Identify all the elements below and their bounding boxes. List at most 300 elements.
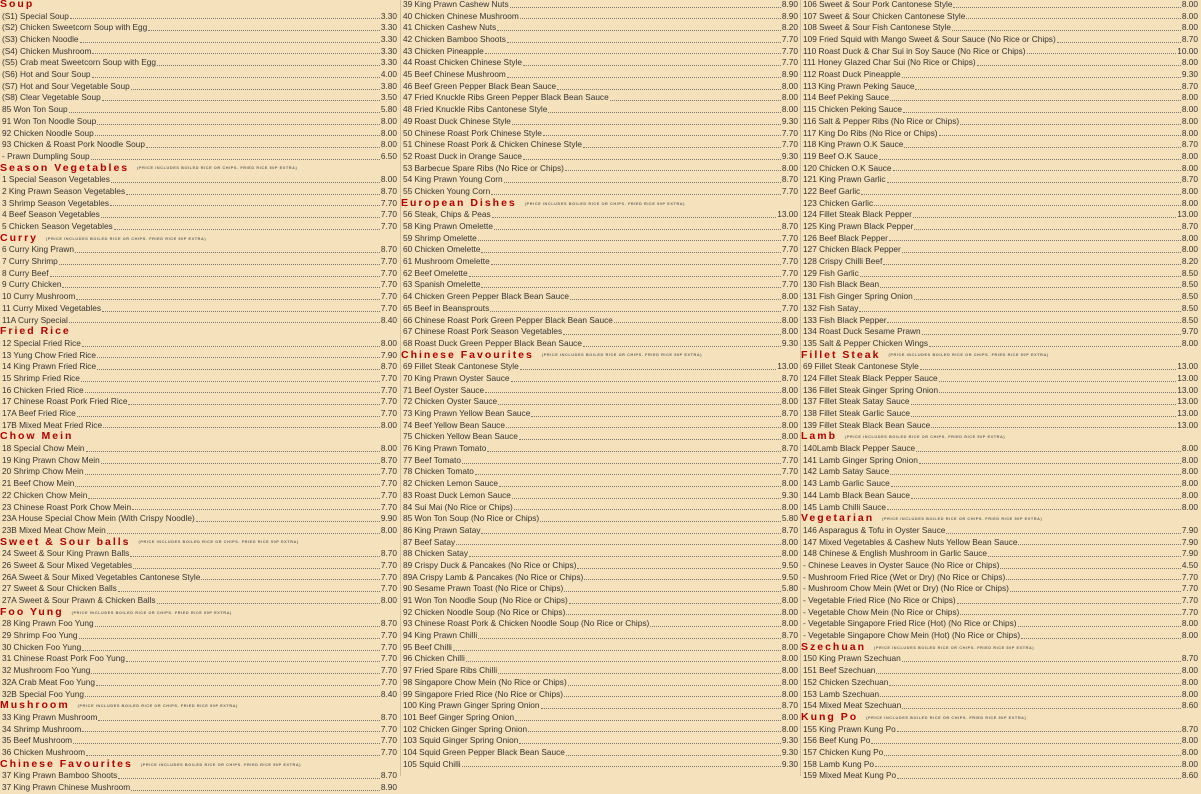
item-price: 8.70 <box>781 221 798 232</box>
menu-item <box>0 502 400 514</box>
menu-item <box>401 57 801 69</box>
menu-item <box>801 607 1201 619</box>
item-name: 93 Chinese Roast Pork & Chicken Noodle Soup (No Rice or Chips) <box>403 618 650 629</box>
item-name: 37 King Prawn Chinese Mushroom <box>2 782 131 793</box>
section-title: Season Vegetables <box>0 161 130 174</box>
dot-leader <box>146 147 380 148</box>
item-price: 7.70 <box>781 185 798 196</box>
menu-item <box>801 233 1201 245</box>
dot-leader <box>523 159 781 160</box>
section-header-mushroom <box>0 700 400 712</box>
dot-leader <box>462 766 781 767</box>
item-price: 8.70 <box>781 174 798 185</box>
menu-item <box>401 712 801 724</box>
dot-leader <box>583 147 781 148</box>
menu-item <box>801 478 1201 490</box>
dot-leader <box>914 299 1181 300</box>
dot-leader <box>577 568 780 569</box>
item-price: 9.50 <box>781 571 798 582</box>
menu-item <box>0 560 400 572</box>
item-price: 8.50 <box>1181 314 1198 325</box>
item-price: 3.30 <box>380 57 397 68</box>
dot-leader <box>492 217 777 218</box>
dot-leader <box>874 205 1181 206</box>
menu-item <box>401 665 801 677</box>
item-price: 7.70 <box>781 256 798 267</box>
item-name: 135 Salt & Pepper Chicken Wings <box>803 337 928 348</box>
item-price: 7.70 <box>781 139 798 150</box>
item-name: 48 Fried Knuckle Ribs Cantonese Style <box>403 104 548 115</box>
item-price: 8.00 <box>1181 162 1198 173</box>
item-price: 7.70 <box>781 57 798 68</box>
item-price: 8.00 <box>1181 478 1198 489</box>
section-header-fried-rice <box>0 326 400 338</box>
menu-item <box>401 396 801 408</box>
item-price: 7.70 <box>380 466 397 477</box>
item-price: 8.20 <box>1181 256 1198 267</box>
item-name: 23 Chinese Roast Pork Chow Mein <box>2 501 132 512</box>
menu-item <box>401 595 801 607</box>
dot-leader <box>897 731 1181 732</box>
dot-leader <box>891 486 1181 487</box>
menu-item <box>0 513 400 525</box>
menu-item <box>0 291 400 303</box>
menu-item <box>801 560 1201 572</box>
item-price: 7.70 <box>380 408 397 419</box>
menu-item <box>801 69 1201 81</box>
section-header-fillet-steak <box>801 350 1201 362</box>
item-name: 23A House Special Chow Mein (With Crispy Noodle) <box>2 513 195 524</box>
item-name: 45 Beef Chinese Mushroom <box>403 69 506 80</box>
dot-leader <box>490 311 781 312</box>
item-price: 8.00 <box>1181 630 1198 641</box>
item-price: 7.70 <box>380 501 397 512</box>
item-name: 133 Fish Black Pepper <box>803 314 887 325</box>
item-name: 60 Chicken Omelette <box>403 244 481 255</box>
item-name: 116 Salt & Pepper Ribs (No Rice or Chips) <box>803 115 960 126</box>
item-name: 146 Asparagus & Tofu in Oyster Sauce <box>803 524 946 535</box>
dot-leader <box>118 778 380 779</box>
dot-leader <box>920 369 1176 370</box>
item-name: 154 Mixed Meat Szechuan <box>803 700 902 711</box>
item-price: 8.50 <box>1181 267 1198 278</box>
item-price: 8.00 <box>1181 104 1198 115</box>
menu-item <box>0 572 400 584</box>
menu-item <box>401 326 801 338</box>
item-price: 7.70 <box>781 466 798 477</box>
item-price: 8.00 <box>781 711 798 722</box>
item-name: 144 Lamb Black Bean Sauce <box>803 489 911 500</box>
menu-item <box>401 233 801 245</box>
item-price: 3.50 <box>380 92 397 103</box>
item-price: 8.00 <box>1181 185 1198 196</box>
item-name: 56 Steak, Chips & Peas <box>403 209 491 220</box>
item-name: 58 King Prawn Omelette <box>403 221 493 232</box>
item-name: 108 Sweet & Sour Fish Cantonese Style <box>803 22 952 33</box>
item-price: 8.00 <box>380 419 397 430</box>
item-price: 7.70 <box>781 127 798 138</box>
section-header-chinese-favourites <box>0 759 400 771</box>
menu-item <box>0 583 400 595</box>
item-price: 3.30 <box>380 22 397 33</box>
item-name: 113 King Prawn Peking Sauce <box>803 80 915 91</box>
menu-item <box>401 490 801 502</box>
item-name: 106 Sweet & Sour Pork Cantonese Style <box>803 0 953 9</box>
item-price: 8.50 <box>1181 291 1198 302</box>
item-name: 74 Beef Yellow Bean Sauce <box>403 419 505 430</box>
dot-leader <box>953 7 1180 8</box>
dot-leader <box>889 685 1181 686</box>
item-price: 13.00 <box>1177 361 1198 372</box>
item-name: 49 Roast Duck Chinese Style <box>403 115 511 126</box>
dot-leader <box>82 346 380 347</box>
menu-item <box>0 618 400 630</box>
item-price: 8.00 <box>781 595 798 606</box>
dot-leader <box>952 30 1181 31</box>
item-name: 52 Roast Duck in Orange Sauce <box>403 150 522 161</box>
menu-item <box>0 724 400 736</box>
dot-leader <box>91 159 380 160</box>
dot-leader <box>131 89 380 90</box>
section-price-note: (PRICE INCLUDES BOILED RICE OR CHIPS. FRIED RICE 50P EXTRA) <box>882 517 1043 522</box>
item-price: 7.70 <box>781 279 798 290</box>
item-name: 1 Special Season Vegetables <box>2 174 110 185</box>
item-name: 118 King Prawn O.K Sauce <box>803 139 904 150</box>
item-price: 8.70 <box>380 244 397 255</box>
item-name: 130 Fish Black Bean <box>803 279 880 290</box>
dot-leader <box>583 346 781 347</box>
dot-leader <box>960 124 1181 125</box>
section-title: Lamb <box>801 430 838 443</box>
dot-leader <box>977 65 1181 66</box>
item-price: 9.30 <box>781 115 798 126</box>
item-name: 62 Beef Omelette <box>403 267 468 278</box>
menu-item <box>401 572 801 584</box>
dot-leader <box>132 509 380 510</box>
menu-item <box>801 724 1201 736</box>
menu-item <box>801 338 1201 350</box>
item-name: 156 Beef Kung Po <box>803 735 871 746</box>
dot-leader <box>931 427 1176 428</box>
menu-item <box>0 338 400 350</box>
item-price: 8.70 <box>781 372 798 383</box>
section-title: Chinese Favourites <box>401 348 534 361</box>
item-name: 153 Lamb Szechuan <box>803 688 880 699</box>
dot-leader <box>456 544 781 545</box>
dot-leader <box>861 194 1181 195</box>
item-price: 8.00 <box>380 524 397 535</box>
dot-leader <box>946 533 1180 534</box>
item-price: 8.00 <box>781 384 798 395</box>
menu-item <box>0 735 400 747</box>
section-price-note: (PRICE INCLUDES BOILED RICE OR CHIPS. FRIED RICE 50P EXTRA) <box>46 236 207 241</box>
menu-item <box>801 689 1201 701</box>
menu-item <box>0 665 400 677</box>
item-name: 11A Curry Special <box>2 314 68 325</box>
menu-item <box>401 747 801 759</box>
item-price: 7.90 <box>1181 536 1198 547</box>
dot-leader <box>880 696 1181 697</box>
menu-item <box>401 163 801 175</box>
item-name: 72 Chicken Oyster Sauce <box>403 396 498 407</box>
menu-item <box>0 455 400 467</box>
item-name: 78 Chicken Tomato <box>403 466 474 477</box>
item-price: 3.30 <box>380 45 397 56</box>
dot-leader <box>966 18 1180 19</box>
menu-item <box>801 315 1201 327</box>
menu-item <box>0 712 400 724</box>
menu-item <box>801 186 1201 198</box>
item-price: 8.20 <box>781 22 798 33</box>
dot-leader <box>887 509 1181 510</box>
menu-item <box>401 186 801 198</box>
section-title: Fillet Steak <box>801 348 881 361</box>
dot-leader <box>92 53 379 54</box>
menu-item <box>0 396 400 408</box>
item-name: 132 Fish Satay <box>803 302 859 313</box>
menu-item <box>401 560 801 572</box>
menu-item <box>0 280 400 292</box>
item-price: 7.70 <box>380 559 397 570</box>
menu-item <box>0 268 400 280</box>
item-name: 117 King Do Ribs (No Rice or Chips) <box>803 127 938 138</box>
dot-leader <box>520 369 776 370</box>
dot-leader <box>111 182 380 183</box>
item-name: 5 Chicken Season Vegetables <box>2 221 113 232</box>
menu-item <box>0 174 400 186</box>
section-header-soup <box>0 0 400 11</box>
menu-item <box>801 595 1201 607</box>
item-name: 131 Fish Ginger Spring Onion <box>803 291 913 302</box>
item-name: 26A Sweet & Sour Mixed Vegetables Cantonese Style <box>2 571 201 582</box>
dot-leader <box>566 614 781 615</box>
dot-leader <box>563 334 781 335</box>
item-name: 85 Won Ton Soup (No Rice or Chips) <box>403 513 540 524</box>
dot-leader <box>85 474 380 475</box>
item-name: 31 Chinese Roast Pork Foo Yung <box>2 653 125 664</box>
item-name: 119 Beef O.K Sauce <box>803 150 879 161</box>
dot-leader <box>543 135 781 136</box>
item-name: 159 Mixed Meat Kung Po <box>803 770 897 781</box>
dot-leader <box>97 357 380 358</box>
dot-leader <box>570 299 781 300</box>
dot-leader <box>871 743 1180 744</box>
menu-item <box>801 735 1201 747</box>
menu-item <box>801 209 1201 221</box>
dot-leader <box>902 708 1181 709</box>
menu-item <box>0 443 400 455</box>
dot-leader <box>541 708 781 709</box>
dot-leader <box>148 30 380 31</box>
menu-item <box>801 618 1201 630</box>
item-name: 124 Fillet Steak Black Pepper Sauce <box>803 372 938 383</box>
section-header-kung-po <box>801 712 1201 724</box>
item-price: 5.80 <box>380 104 397 115</box>
item-price: 8.00 <box>380 595 397 606</box>
dot-leader <box>523 65 781 66</box>
item-name: 115 Chicken Peking Sauce <box>803 104 903 115</box>
dot-leader <box>507 42 781 43</box>
item-name: - Chinese Leaves in Oyster Sauce (No Rice or Chips) <box>803 559 1000 570</box>
item-price: 7.70 <box>380 372 397 383</box>
item-price: 8.00 <box>781 419 798 430</box>
item-price: 8.00 <box>781 326 798 337</box>
dot-leader <box>485 392 781 393</box>
menu-item <box>401 455 801 467</box>
item-name: 11 Curry Mixed Vegetables <box>2 302 101 313</box>
item-price: 8.00 <box>781 606 798 617</box>
dot-leader <box>569 603 781 604</box>
item-price: 7.70 <box>380 396 397 407</box>
item-name: 121 King Prawn Garlic <box>803 174 886 185</box>
item-name: 7 Curry Shrimp <box>2 256 58 267</box>
item-name: (S5) Crab meat Sweetcorn Soup with Egg <box>2 57 157 68</box>
menu-item <box>401 408 801 420</box>
menu-item <box>401 0 801 11</box>
item-price: 8.00 <box>1181 746 1198 757</box>
section-title: Chow Mein <box>0 430 74 443</box>
item-price: 8.00 <box>1181 57 1198 68</box>
menu-item <box>401 735 801 747</box>
item-price: 5.80 <box>781 583 798 594</box>
item-price: 8.00 <box>1181 489 1198 500</box>
item-price: 8.00 <box>781 104 798 115</box>
menu-item <box>0 151 400 163</box>
item-price: 8.00 <box>1181 232 1198 243</box>
item-price: 8.00 <box>1181 92 1198 103</box>
item-price: 7.70 <box>1181 595 1198 606</box>
item-name: 157 Chicken Kung Po <box>803 746 884 757</box>
item-name: 75 Chicken Yellow Bean Sauce <box>403 431 518 442</box>
menu-item <box>801 548 1201 560</box>
menu-column-3 <box>800 0 1201 781</box>
section-title: Fried Rice <box>0 325 71 338</box>
dot-leader <box>128 404 379 405</box>
menu-item <box>401 677 801 689</box>
dot-leader <box>453 650 781 651</box>
dot-leader <box>528 731 781 732</box>
item-price: 7.70 <box>380 209 397 220</box>
item-name: 47 Fried Knuckle Ribs Green Pepper Black Bean Sauce <box>403 92 609 103</box>
item-name: 151 Beef Szechuan <box>803 665 876 676</box>
item-name: 32B Special Foo Yung <box>2 688 84 699</box>
item-name: 145 Lamb Chilli Sauce <box>803 501 887 512</box>
dot-leader <box>887 322 1180 323</box>
dot-leader <box>491 194 781 195</box>
item-price: 8.70 <box>380 361 397 372</box>
dot-leader <box>76 299 380 300</box>
menu-item <box>0 782 400 794</box>
menu-item <box>801 572 1201 584</box>
menu-item <box>0 57 400 69</box>
dot-leader <box>515 720 781 721</box>
item-name: 8 Curry Beef <box>2 267 49 278</box>
item-name: 91 Won Ton Noodle Soup <box>2 115 97 126</box>
item-price: 3.30 <box>380 10 397 21</box>
item-price: 8.00 <box>781 162 798 173</box>
item-price: 7.70 <box>380 489 397 500</box>
menu-item <box>401 338 801 350</box>
item-price: 8.00 <box>781 396 798 407</box>
menu-item <box>801 116 1201 128</box>
menu-item <box>401 385 801 397</box>
menu-item <box>801 268 1201 280</box>
item-price: 3.30 <box>380 34 397 45</box>
item-name: 27 Sweet & Sour Chicken Balls <box>2 583 117 594</box>
menu-item <box>401 654 801 666</box>
dot-leader <box>478 638 781 639</box>
item-name: 13 Yung Chow Fried Rice <box>2 349 96 360</box>
dot-leader <box>82 650 380 651</box>
item-price: 8.00 <box>1181 501 1198 512</box>
item-price: 8.00 <box>781 641 798 652</box>
item-name: 23B Mixed Meat Chow Mein <box>2 524 106 535</box>
item-price: 7.70 <box>781 454 798 465</box>
dot-leader <box>514 509 781 510</box>
item-name: 64 Chicken Green Pepper Black Bean Sauce <box>403 291 570 302</box>
item-name: 90 Sesame Prawn Toast (No Rice or Chips) <box>403 583 564 594</box>
section-header-lamb <box>801 431 1201 443</box>
section-price-note: (PRICE INCLUDES BOILED RICE OR CHIPS. FRIED RICE 50P EXTRA) <box>71 610 232 615</box>
section-price-note: (PRICE INCLUDES BOILED RICE OR CHIPS. FRIED RICE 50P EXTRA) <box>140 762 302 767</box>
item-name: 100 King Prawn Ginger Spring Onion <box>403 700 540 711</box>
item-name: 46 Beef Green Pepper Black Bean Sauce <box>403 80 557 91</box>
item-price: 8.00 <box>1181 735 1198 746</box>
item-name: 88 Chicken Satay <box>403 548 469 559</box>
menu-item <box>801 221 1201 233</box>
item-price: 7.70 <box>380 384 397 395</box>
section-price-note: (PRICE INCLUDES BOILED RICE OR CHIPS. FRIED RICE 50P EXTRA) <box>874 645 1035 650</box>
item-name: 32A Crab Meat Foo Yung <box>2 676 96 687</box>
item-name: (S2) Chicken Sweetcorn Soup with Egg <box>2 22 148 33</box>
menu-item <box>401 128 801 140</box>
dot-leader <box>469 556 781 557</box>
dot-leader <box>478 240 781 241</box>
item-name: 69 Fillet Steak Cantonese Style <box>803 361 919 372</box>
item-name: 83 Roast Duck Lemon Sauce <box>403 489 511 500</box>
dot-leader <box>81 381 380 382</box>
item-price: 6.50 <box>380 150 397 161</box>
item-price: 7.70 <box>380 478 397 489</box>
dot-leader <box>95 626 380 627</box>
item-price: 7.70 <box>380 653 397 664</box>
item-price: 9.30 <box>781 337 798 348</box>
menu-item <box>801 770 1201 782</box>
dot-leader <box>75 486 379 487</box>
item-name: 2 King Prawn Season Vegetables <box>2 185 126 196</box>
item-name: 134 Roast Duck Sesame Prawn <box>803 326 921 337</box>
menu-item <box>0 770 400 782</box>
item-name: 95 Beef Chilli <box>403 641 452 652</box>
menu-item <box>401 93 801 105</box>
item-price: 7.70 <box>781 267 798 278</box>
menu-item <box>801 747 1201 759</box>
dot-leader <box>114 229 380 230</box>
dot-leader <box>911 416 1176 417</box>
item-price: 8.00 <box>1181 676 1198 687</box>
item-name: (S1) Special Soup <box>2 10 69 21</box>
menu-item <box>801 22 1201 34</box>
item-price: 8.00 <box>781 536 798 547</box>
item-price: 8.00 <box>781 665 798 676</box>
item-price: 8.70 <box>1181 723 1198 734</box>
dot-leader <box>512 498 781 499</box>
item-name: 124 Fillet Steak Black Pepper <box>803 209 912 220</box>
dot-leader <box>902 252 1181 253</box>
item-name: 98 Singapore Chow Mein (No Rice or Chips) <box>403 676 567 687</box>
item-name: 21 Beef Chow Mein <box>2 478 75 489</box>
menu-item <box>0 350 400 362</box>
